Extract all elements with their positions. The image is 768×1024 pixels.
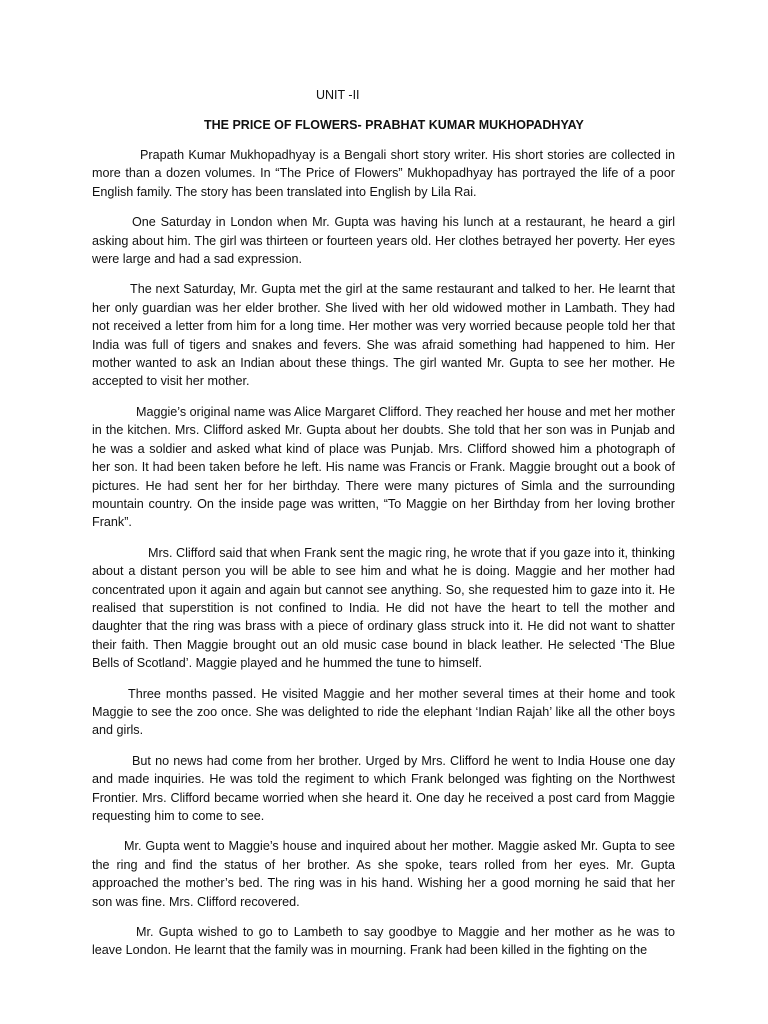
paragraph-3: Maggie’s original name was Alice Margaret Clifford. They reached her house and met her mother in the kitchen. Mrs. Clifford asked Mr. Gupta about her doubts. She told that her son was in Punjab and he was a soldier and asked what kind of place was Punjab. Mrs. Clifford showed him a photograph of her son. It had been taken before he left. His name was Francis or Frank. Maggie brought out a book of pictures. He had sent her for her birthday. There were many pictures of Simla and the surrounding mountain country. On the inside page was written, “To Maggie on her Birthday from her loving brother Frank”.: [92, 404, 676, 530]
paragraph-4: Mrs. Clifford said that when Frank sent the magic ring, he wrote that if you gaze into it, thinking about a distant person you will be able to see him and what he is doing. Maggie and her mother had concentrated upon it again and again but cannot see anything. So, she requested him to gaze into it. He realised that superstition is not confined to India. He did not have the heart to tell the mother and daughter that the ring was brass with a piece of ordinary glass struck into it. He did not want to shatter their faith. Then Maggie brought out an old music case bound in black leather. He selected ‘The Blue Bells of Scotland’. Maggie played and he hummed the tune to himself.: [92, 545, 675, 671]
unit-heading: UNIT -II: [316, 88, 360, 102]
document-page: [92, 86, 675, 960]
paragraph-6: But no news had come from her brother. Urged by Mrs. Clifford he went to India House one day and made inquiries. He was told the regiment to which Frank belonged was fighting on the Northwest Frontier. Mrs. Clifford became worried when she heard it. One day he received a post card from Maggie requesting him to come to see.: [92, 753, 675, 823]
paragraph-8: Mr. Gupta wished to go to Lambeth to say goodbye to Maggie and her mother as he was to leave London. He learnt that the family was in mourning. Frank had been killed in the fighting on the: [92, 925, 675, 958]
paragraph-7: Mr. Gupta went to Maggie’s house and inquired about her mother. Maggie asked Mr. Gupta to see the ring and find the status of her brother. As she spoke, tears rolled from her eyes. Mr. Gupta approached the mother’s bed. The ring was in his hand. Wishing her a good morning he said that her son was fine. Mrs. Clifford recovered.: [92, 839, 675, 909]
paragraph-1: One Saturday in London when Mr. Gupta was having his lunch at a restaurant, he heard a girl asking about him. The girl was thirteen or fourteen years old. Her clothes betrayed her poverty. Her eyes were large and had a sad expression.: [92, 215, 675, 267]
paragraph-intro: Prapath Kumar Mukhopadhyay is a Bengali short story writer. His short stories are collected in more than a dozen volumes. In “The Price of Flowers” Mukhopadhyay has portrayed the life of a poor English family. The story has been translated into English by Lila Rai.: [92, 148, 675, 199]
paragraph-5: Three months passed. He visited Maggie and her mother several times at their home and took Maggie to see the zoo once. She was delighted to ride the elephant ‘Indian Rajah’ like all the other boys and girls.: [92, 686, 675, 738]
story-title: THE PRICE OF FLOWERS- PRABHAT KUMAR MUKHOPADHYAY: [204, 118, 584, 132]
paragraph-2: The next Saturday, Mr. Gupta met the girl at the same restaurant and talked to her. He learnt that her only guardian was her elder brother. She lived with her old widowed mother in Lambath. They had not received a letter from him for a long time. Her mother was very worried because people told her that India was full of tigers and snakes and fevers. She was afraid something had happened to him. Her mother wanted to ask an Indian about these things. The girl wanted Mr. Gupta to see her mother. He accepted to visit her mother.: [92, 282, 675, 389]
